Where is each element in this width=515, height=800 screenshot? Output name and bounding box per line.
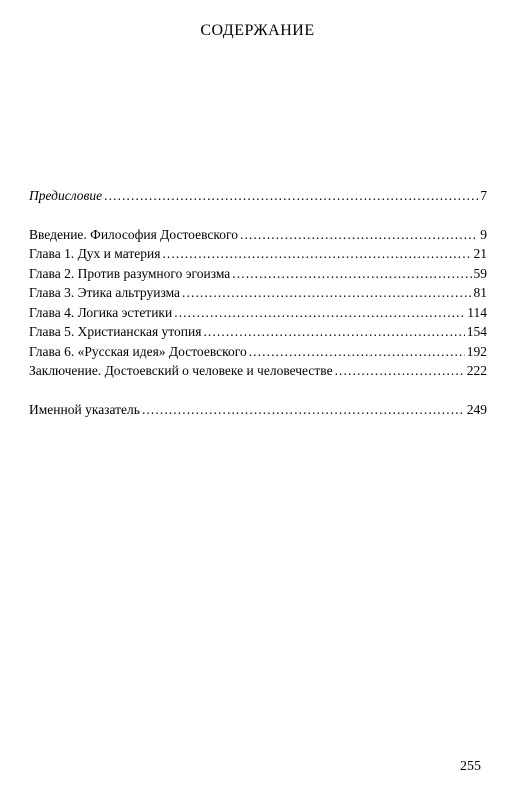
toc-entry-title: Глава 3. Этика альтруизма <box>29 285 181 300</box>
toc-entry-title: Именной указатель <box>29 401 140 417</box>
toc-entry-title: Глава 6. «Русская идея» Достоевского <box>29 343 247 359</box>
toc-entry-title: Глава 1. Дух и материя <box>29 246 161 261</box>
table-of-contents <box>29 186 487 419</box>
toc-entry-page: 192 <box>466 343 487 359</box>
toc-dot-leader <box>203 322 464 342</box>
toc-dot-leader <box>335 361 465 381</box>
toc-entry-chapter-1 <box>29 244 487 264</box>
toc-entry-introduction <box>29 225 487 245</box>
page-title: СОДЕРЖАНИЕ <box>200 22 315 39</box>
toc-entry-page: 7 <box>480 188 487 203</box>
toc-entry-page: 154 <box>466 324 487 339</box>
toc-dot-leader <box>182 283 471 303</box>
toc-dot-leader <box>142 400 465 420</box>
toc-entry-preface <box>29 186 487 206</box>
toc-entry-title: Заключение. Достоевский о человеке и человечестве <box>29 363 333 378</box>
toc-dot-leader <box>240 225 478 245</box>
toc-entry-chapter-4 <box>29 303 487 323</box>
toc-entry-page: 59 <box>473 265 487 281</box>
toc-entry-title: Глава 4. Логика эстетики <box>29 304 173 320</box>
toc-entry-page: 222 <box>466 363 487 378</box>
page-number: 255 <box>460 759 481 774</box>
toc-entry-title: Глава 5. Христианская утопия <box>29 324 202 339</box>
toc-entry-name-index <box>29 400 487 420</box>
toc-entry-page: 249 <box>466 401 487 417</box>
toc-dot-leader <box>162 244 471 264</box>
toc-dot-leader <box>232 264 471 284</box>
toc-dot-leader <box>104 186 478 206</box>
toc-entry-title: Предисловие <box>29 188 103 203</box>
toc-dot-leader <box>174 303 465 323</box>
toc-entry-conclusion <box>29 361 487 381</box>
toc-entry-chapter-2 <box>29 264 487 284</box>
toc-entry-chapter-5 <box>29 322 487 342</box>
toc-entry-page: 81 <box>473 285 487 300</box>
toc-entry-page: 114 <box>467 304 487 320</box>
toc-entry-chapter-6 <box>29 342 487 362</box>
toc-entry-chapter-3 <box>29 283 487 303</box>
toc-dot-leader <box>249 342 465 362</box>
toc-entry-page: 21 <box>473 246 487 261</box>
toc-entry-title: Введение. Философия Достоевского <box>29 226 238 242</box>
toc-entry-title: Глава 2. Против разумного эгоизма <box>29 265 231 281</box>
toc-entry-page: 9 <box>480 226 487 242</box>
